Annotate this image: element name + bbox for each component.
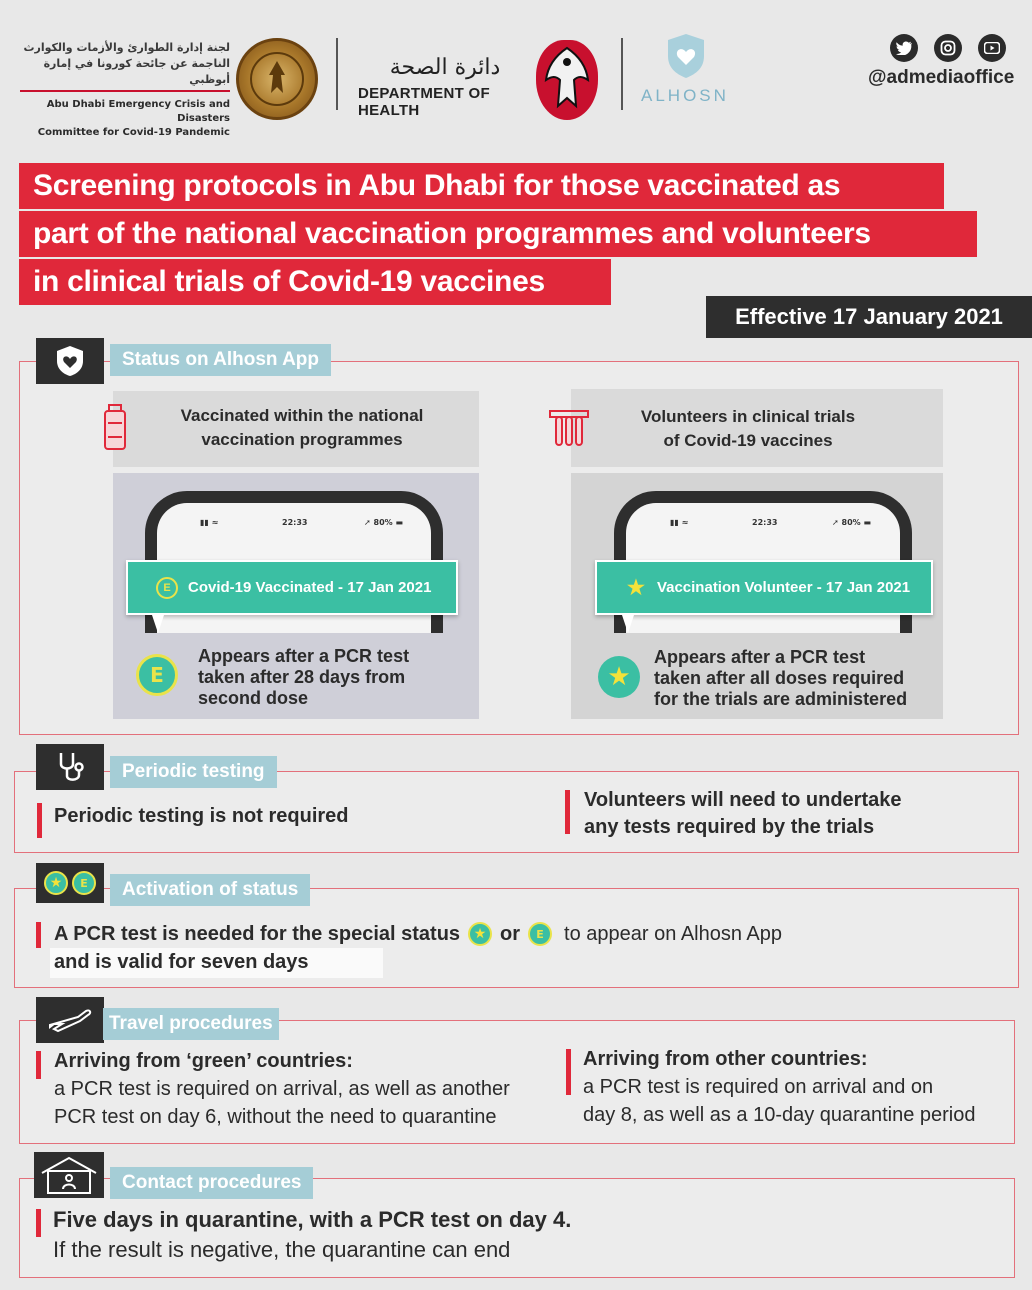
volunteer-note [654,647,944,710]
vaccinated-title-line-2: vaccination programmes [201,430,403,449]
travel-green-line-1: a PCR test is required on arrival, as well as another [54,1078,510,1100]
vaccinated-note [198,646,468,709]
uae-seal-logo [236,38,318,120]
volunteer-note-line-2: taken after all doses required [654,668,905,688]
contact-line-2: If the result is negative, the quarantine can end [53,1237,511,1262]
periodic-section-tag: Periodic testing [110,756,277,788]
e-badge-icon: E [528,922,552,946]
volunteer-phone-time: 22:33 [752,518,778,527]
activation-line-2: and is valid for seven days [54,951,309,973]
callout-pointer [622,615,634,633]
volunteer-title-line-2: of Covid-19 vaccines [663,431,833,450]
accent-bar [566,1049,571,1095]
vaccinated-card-title [134,404,470,452]
vaccinated-phone-time: 22:33 [282,518,308,527]
vaccinated-status-text: Covid-19 Vaccinated - 17 Jan 2021 [188,579,432,596]
home-quarantine-icon [34,1152,104,1198]
vaccinated-title-line-1: Vaccinated within the national [180,406,424,425]
callout-pointer [152,615,164,633]
airplane-icon [36,997,104,1043]
youtube-icon[interactable] [978,34,1006,62]
vaccinated-note-line-1: Appears after a PCR test [198,646,410,666]
alhosn-logo-icon [664,32,708,80]
activation-text-b: to appear on Alhosn App [564,923,783,945]
volunteer-note-line-1: Appears after a PCR test [654,647,866,667]
phone-signal-icon: ▮▮ ≈ [200,518,219,527]
title-line-1: Screening protocols in Abu Dhabi for those vaccinated as [19,163,944,209]
phone-signal-icon: ▮▮ ≈ [670,518,689,527]
alhosn-label: ALHOSN [641,86,729,105]
status-section-tag: Status on Alhosn App [110,344,331,376]
accent-bar [36,1209,41,1237]
committee-name-ar-1: لجنة إدارة الطوارئ والأزمات والكوارث [23,41,230,54]
social-handle[interactable]: @admediaoffice [868,67,1015,88]
travel-other-block [583,1046,1013,1129]
alhosn-shield-icon [36,338,104,384]
activation-section-tag: Activation of status [110,874,310,906]
volunteer-title-line-1: Volunteers in clinical trials [640,407,856,426]
title-line-2: part of the national vaccination programmes and volunteers [19,211,977,257]
volunteer-battery-level: 80% [841,518,861,527]
effective-date: Effective 17 January 2021 [706,296,1032,338]
travel-other-line-2: day 8, as well as a 10-day quarantine period [583,1104,976,1126]
star-badge-icon: ★ [468,922,492,946]
star-icon: ★ [44,871,68,895]
activation-line-1 [54,920,782,948]
activation-text-or: or [500,922,521,945]
volunteer-status-bar [595,560,933,615]
volunteer-note-line-3: for the trials are administered [654,689,908,709]
vaccinated-battery-level: 80% [373,518,393,527]
committee-name-en-2: Committee for Covid-19 Pandemic [37,127,230,138]
vaccinated-phone-battery: ➚ 80% ▬ [364,518,403,527]
volunteer-card-title [586,405,910,453]
vaccinated-status-bar [126,560,458,615]
star-icon: ★ [627,577,645,599]
committee-name-ar-2: الناجمة عن جائحة كورونا في إمارة أبوظبي [20,56,230,92]
e-badge-icon: E [156,577,178,599]
activation-badges-icon [36,863,104,903]
doh-name-ar: دائرة الصحة [389,55,501,80]
social-icons [890,34,1006,62]
stethoscope-icon [36,744,104,790]
accent-bar [565,790,570,834]
header-divider-1 [336,38,338,110]
periodic-left-text: Periodic testing is not required [54,805,349,827]
volunteer-status-text: Vaccination Volunteer - 17 Jan 2021 [656,579,911,596]
vaccinated-note-line-2: taken after 28 days from [198,667,406,687]
committee-name-en-1: Abu Dhabi Emergency Crisis and Disasters [46,99,230,124]
abu-dhabi-falcon-logo [536,40,598,120]
travel-other-line-1: a PCR test is required on arrival and on [583,1076,934,1098]
travel-other-heading: Arriving from other countries: [583,1048,868,1070]
committee-block [20,40,230,140]
instagram-icon[interactable] [934,34,962,62]
header-divider-2 [621,38,623,110]
travel-section-tag: Travel procedures [103,1008,279,1040]
periodic-right-line-1: Volunteers will need to undertake [584,789,902,811]
travel-green-heading: Arriving from ‘green’ countries: [54,1050,353,1072]
vaccinated-note-line-3: second dose [198,688,309,708]
travel-green-line-2: PCR test on day 6, without the need to quarantine [54,1106,497,1128]
doh-name-en: DEPARTMENT OF HEALTH [358,85,490,119]
activation-text-a: A PCR test is needed for the special status [54,922,461,945]
e-badge-icon: E [72,871,96,895]
travel-green-block [54,1048,559,1131]
e-badge-icon: E [136,654,178,696]
volunteer-phone-battery: ➚ 80% ▬ [832,518,871,527]
test-tubes-icon [548,407,590,449]
vaccine-vial-icon [100,403,130,453]
accent-bar [36,922,41,948]
periodic-right-text [584,787,901,841]
accent-bar [37,803,42,838]
title-line-3: in clinical trials of Covid-19 vaccines [19,259,611,305]
twitter-icon[interactable] [890,34,918,62]
contact-line-1: Five days in quarantine, with a PCR test on day 4. [53,1207,572,1232]
accent-bar [36,1051,41,1079]
periodic-right-line-2: any tests required by the trials [584,816,875,838]
contact-section-tag: Contact procedures [110,1167,313,1199]
star-badge-icon: ★ [598,656,640,698]
